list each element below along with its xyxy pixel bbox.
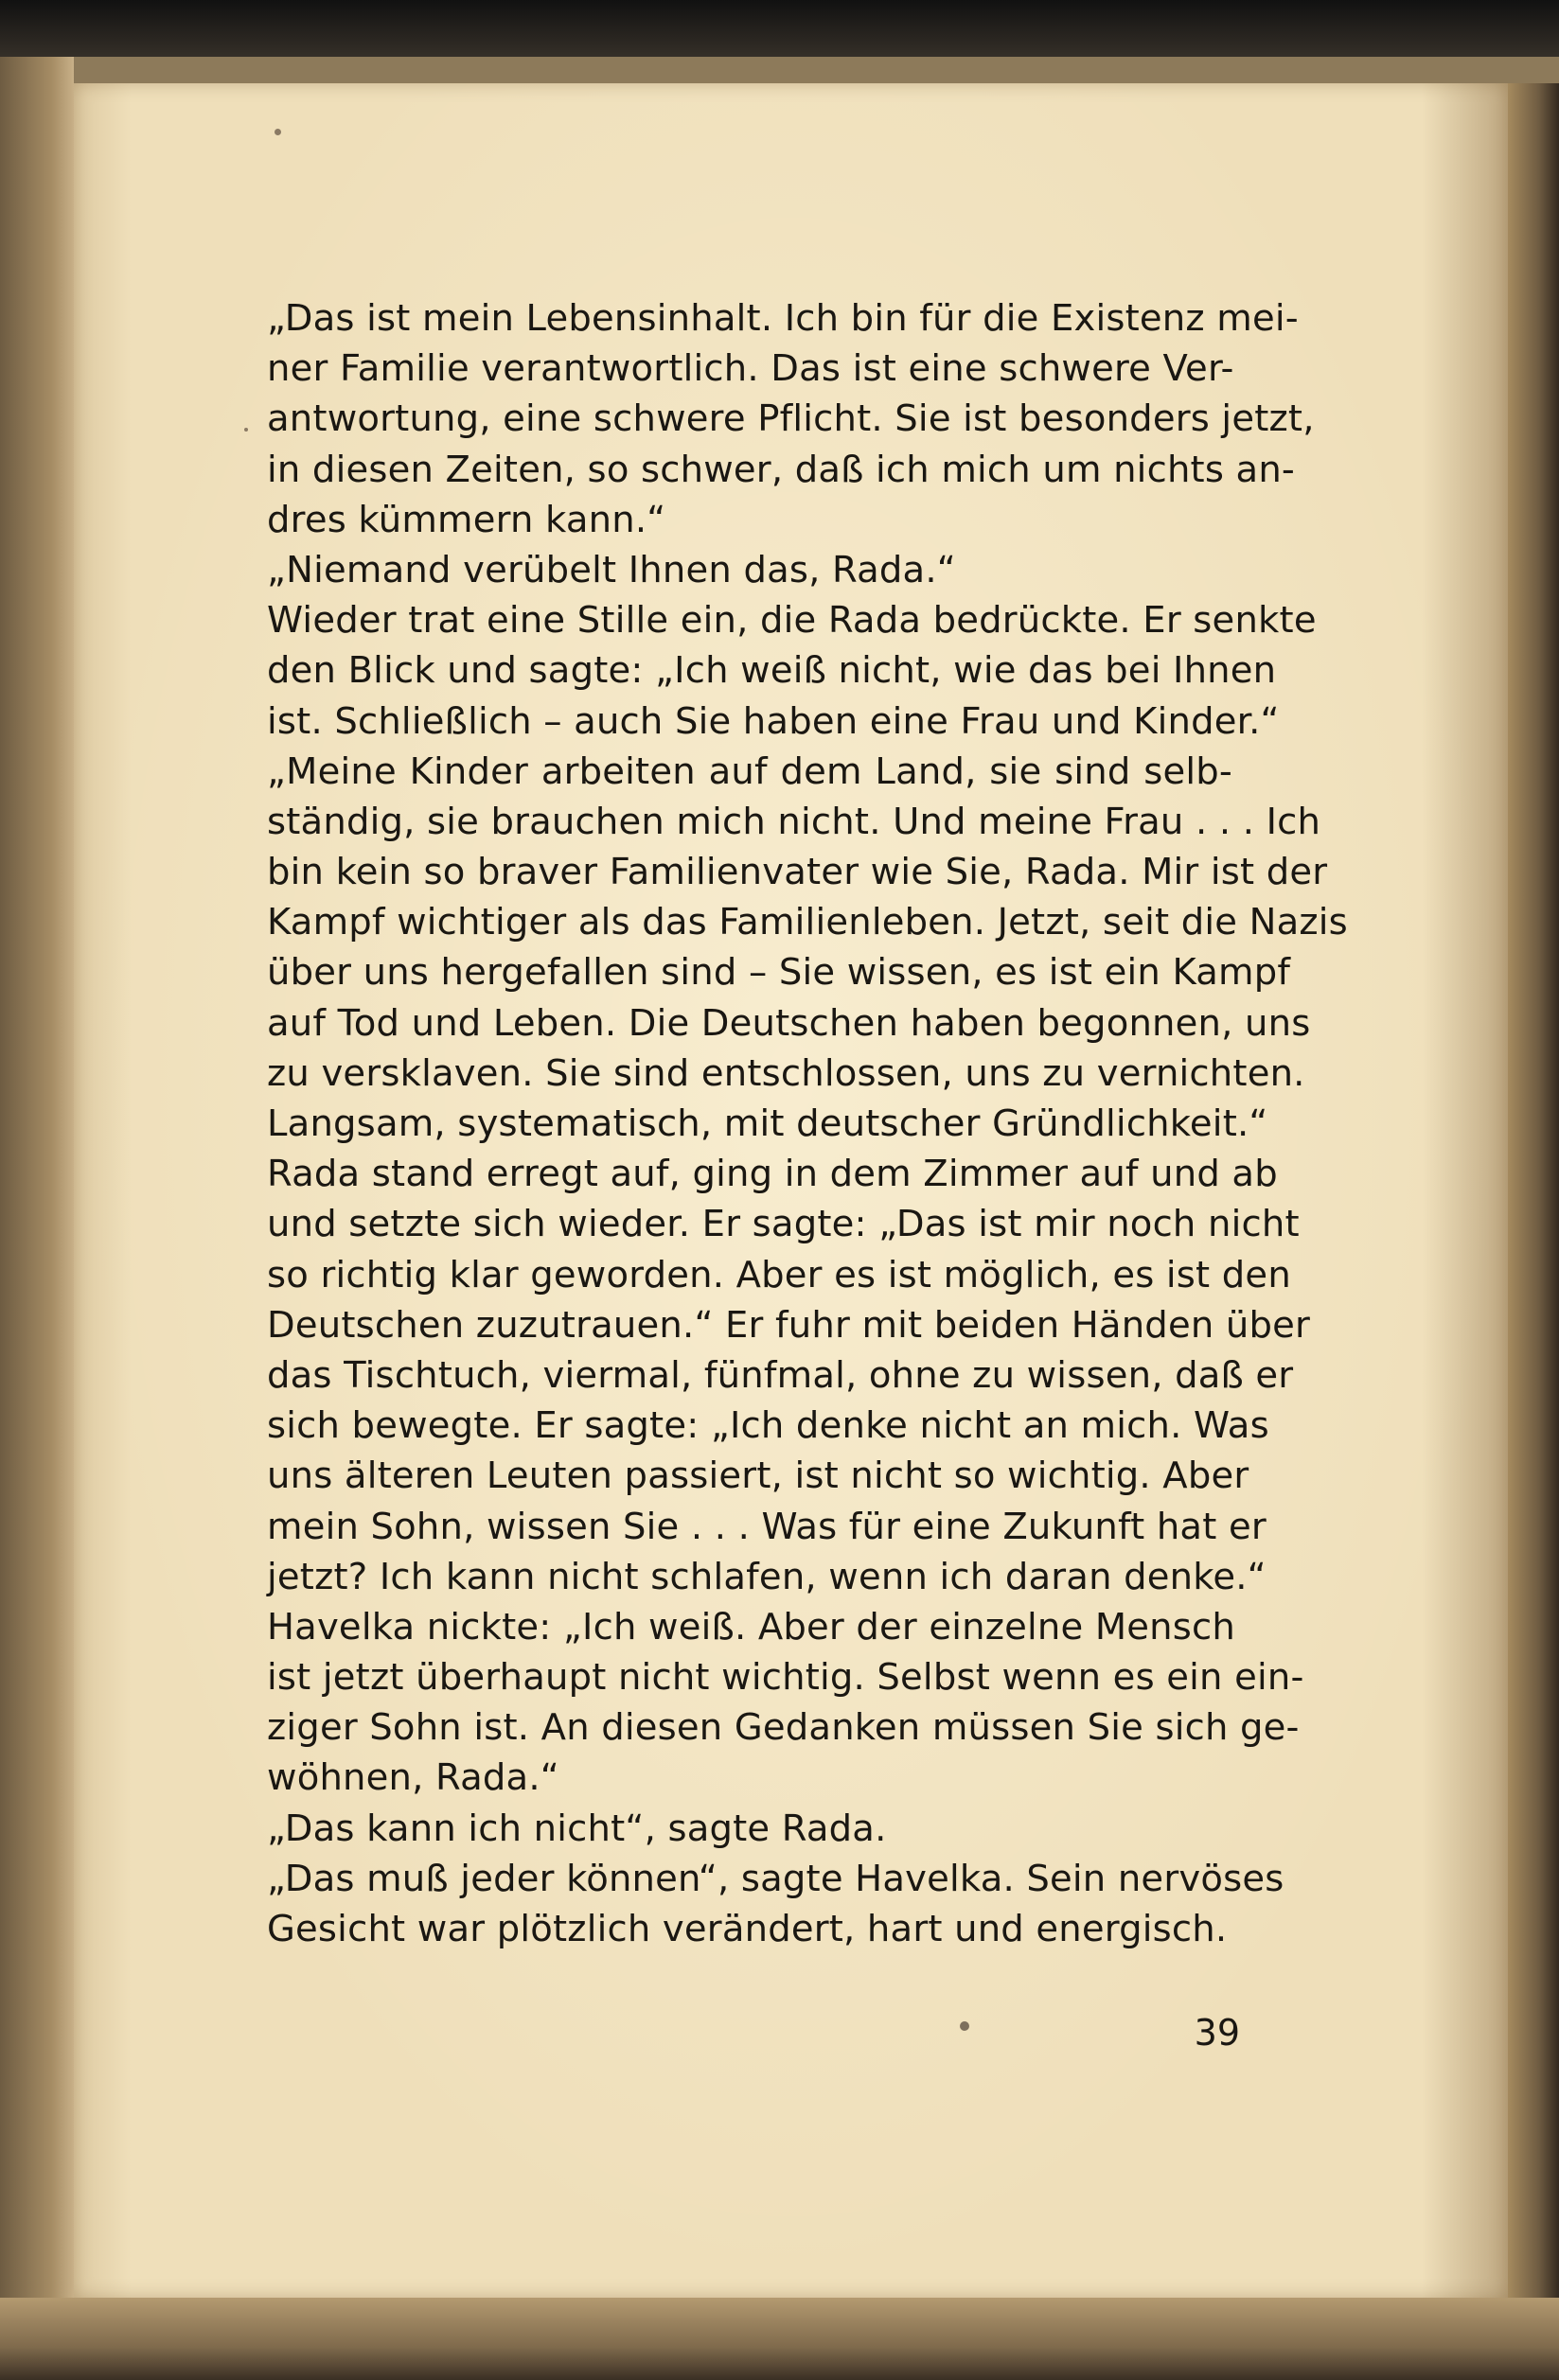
text-line: in diesen Zeiten, so schwer, daß ich mich um nichts an-	[267, 448, 1296, 491]
text-line: Wieder trat eine Stille ein, die Rada bedrückte. Er senkte	[267, 599, 1317, 643]
text-line: Langsam, systematisch, mit deutscher Gründlichkeit.“	[267, 1102, 1268, 1145]
text-line: jetzt? Ich kann nicht schlafen, wenn ich daran denke.“	[267, 1555, 1267, 1598]
body-text	[267, 293, 1348, 1954]
text-line: dres kümmern kann.“	[267, 498, 666, 541]
text-line: Rada stand erregt auf, ging in dem Zimmer auf und ab	[267, 1153, 1278, 1196]
book-page-edges	[1508, 83, 1559, 2380]
text-line: zu versklaven. Sie sind entschlossen, uns zu vernichten.	[267, 1051, 1305, 1095]
text-line: mein Sohn, wissen Sie . . . Was für eine Zukunft hat er	[267, 1505, 1267, 1548]
text-line: so richtig klar geworden. Aber es ist möglich, es ist den	[267, 1253, 1291, 1296]
book-left-margin	[0, 57, 74, 2380]
text-line: Deutschen zuzutrauen.“ Er fuhr mit beiden Händen über	[267, 1303, 1311, 1347]
text-line: das Tischtuch, viermal, fünfmal, ohne zu wissen, daß er	[267, 1353, 1294, 1397]
text-line: ner Familie verantwortlich. Das ist eine schwere Ver-	[267, 347, 1234, 391]
text-line: und setzte sich wieder. Er sagte: „Das ist mir noch nicht	[267, 1203, 1300, 1246]
text-line: auf Tod und Leben. Die Deutschen haben begonnen, uns	[267, 1001, 1311, 1045]
text-line: sich bewegte. Er sagte: „Ich denke nicht an mich. Was	[267, 1404, 1269, 1448]
text-line: Gesicht war plötzlich verändert, hart und energisch.	[267, 1908, 1228, 1950]
text-line: Kampf wichtiger als das Familienleben. Jetzt, seit die Nazis	[267, 901, 1348, 944]
text-line: „Niemand verübelt Ihnen das, Rada.“	[267, 548, 956, 591]
text-line: antwortung, eine schwere Pflicht. Sie ist besonders jetzt,	[267, 397, 1315, 441]
paper-speck	[275, 129, 281, 135]
text-line: den Blick und sagte: „Ich weiß nicht, wie das bei Ihnen	[267, 649, 1277, 693]
text-line: wöhnen, Rada.“	[267, 1756, 559, 1800]
text-line: ist jetzt überhaupt nicht wichtig. Selbst wenn es ein ein-	[267, 1656, 1304, 1700]
text-line: bin kein so braver Familienvater wie Sie, Rada. Mir ist der	[267, 851, 1328, 894]
text-line: über uns hergefallen sind – Sie wissen, es ist ein Kampf	[267, 951, 1291, 995]
text-line: „Das kann ich nicht“, sagte Rada.	[267, 1807, 887, 1850]
text-line: ständig, sie brauchen mich nicht. Und meine Frau . . . Ich	[267, 800, 1321, 843]
page-number: 39	[1194, 2012, 1240, 2054]
paper-speck	[244, 428, 248, 432]
text-line: „Das muß jeder können“, sagte Havelka. Sein nervöses	[267, 1857, 1284, 1900]
text-line: „Meine Kinder arbeiten auf dem Land, sie sind selb-	[267, 749, 1232, 793]
text-line: ist. Schließlich – auch Sie haben eine Frau und Kinder.“	[267, 699, 1280, 743]
text-line: Havelka nickte: „Ich weiß. Aber der einzelne Mensch	[267, 1605, 1235, 1648]
text-line: ziger Sohn ist. An diesen Gedanken müssen Sie sich ge-	[267, 1706, 1300, 1750]
book-bottom-edge	[0, 2298, 1559, 2380]
text-line: „Das ist mein Lebensinhalt. Ich bin für die Existenz mei-	[267, 297, 1299, 340]
text-line: uns älteren Leuten passiert, ist nicht so wichtig. Aber	[267, 1454, 1249, 1498]
paper-speck	[960, 2021, 969, 2031]
